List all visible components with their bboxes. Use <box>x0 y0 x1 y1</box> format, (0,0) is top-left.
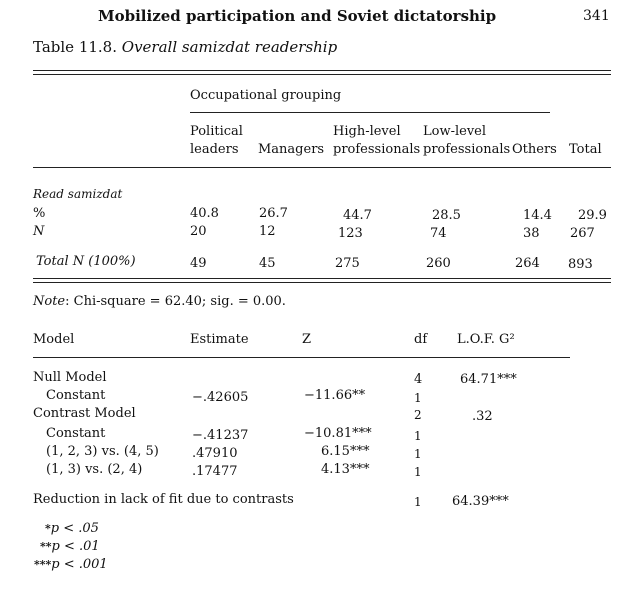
cell: 14.4 <box>523 208 552 223</box>
model-header-rule <box>33 357 570 358</box>
cell: 49 <box>190 256 207 271</box>
cell: 44.7 <box>343 208 372 223</box>
table-title: Overall samizdat readership <box>121 38 338 56</box>
cell: 12 <box>259 224 276 239</box>
page-number: 341 <box>583 8 610 24</box>
model-label: Constant <box>46 426 106 441</box>
col-header-total: Total <box>569 142 602 157</box>
df-cell: 1 <box>414 465 422 479</box>
estimate-cell: −.42605 <box>192 390 249 405</box>
group-header: Occupational grouping <box>190 88 342 103</box>
df-cell: 1 <box>414 495 422 509</box>
model-label: (1, 3) vs. (2, 4) <box>46 462 143 477</box>
footnote: **p < .01 <box>40 539 100 554</box>
footnote: *p < .05 <box>45 521 99 536</box>
model-label: Constant <box>46 388 106 403</box>
cell: 275 <box>335 256 360 271</box>
col-header-others: Others <box>512 142 557 157</box>
cell: 20 <box>190 224 207 239</box>
cell: 26.7 <box>259 206 288 221</box>
row-label-n: N <box>33 224 45 239</box>
col-header-high-level-professionals: High-level professionals <box>333 124 421 157</box>
header-lof: L.O.F. G² <box>457 332 515 347</box>
col-header-managers: Managers <box>258 142 325 157</box>
cell: 260 <box>426 256 451 271</box>
col-header-political-leaders: Political leaders <box>190 124 243 157</box>
cell: 893 <box>568 257 593 272</box>
table-note: Note: Chi-square = 62.40; sig. = 0.00. <box>33 294 286 309</box>
table-caption <box>33 38 337 56</box>
row-label-total-n: Total N (100%) <box>36 254 136 269</box>
model-label: Contrast Model <box>33 406 136 421</box>
running-title: Mobilized participation and Soviet dictatorship <box>98 7 497 25</box>
z-cell: −11.66** <box>304 388 366 403</box>
lof-cell: 64.39*** <box>452 494 509 509</box>
header-z: Z <box>302 332 312 347</box>
row-label-percent: % <box>33 206 46 221</box>
top-rule-2 <box>33 74 611 75</box>
cell: 264 <box>515 256 540 271</box>
bottom-rule-2 <box>33 282 611 283</box>
col-header-low-level-professionals: Low-level professionals <box>423 124 511 157</box>
table-label: Table 11.8. <box>33 38 117 56</box>
cell: 123 <box>338 226 363 241</box>
group-rule <box>190 112 550 113</box>
cell: 267 <box>570 226 595 241</box>
estimate-cell: .47910 <box>192 446 238 461</box>
z-cell: 6.15*** <box>321 444 370 459</box>
df-cell: 1 <box>414 391 422 405</box>
df-cell: 1 <box>414 447 422 461</box>
df-cell: 4 <box>414 372 423 387</box>
model-label: Null Model <box>33 370 107 385</box>
top-rule <box>33 70 611 71</box>
lof-cell: 64.71*** <box>460 372 517 387</box>
cell: 38 <box>523 226 540 241</box>
cell: 40.8 <box>190 206 219 221</box>
df-cell: 1 <box>414 429 422 443</box>
estimate-cell: .17477 <box>192 464 238 479</box>
section-label: Read samizdat <box>33 187 123 201</box>
estimate-cell: −.41237 <box>192 428 249 443</box>
header-rule <box>33 167 611 168</box>
header-estimate: Estimate <box>190 332 249 347</box>
z-cell: −10.81*** <box>304 426 372 441</box>
cell: 28.5 <box>432 208 461 223</box>
df-cell: 2 <box>414 408 422 422</box>
header-model: Model <box>33 332 75 347</box>
cell: 29.9 <box>578 208 607 223</box>
bottom-rule <box>33 278 611 279</box>
model-label: (1, 2, 3) vs. (4, 5) <box>46 444 159 459</box>
cell: 74 <box>430 226 447 241</box>
header-df: df <box>414 332 428 347</box>
footnote: ***p < .001 <box>34 557 108 572</box>
cell: 45 <box>259 256 276 271</box>
z-cell: 4.13*** <box>321 462 370 477</box>
lof-cell: .32 <box>472 409 493 424</box>
reduction-label: Reduction in lack of fit due to contrasts <box>33 492 294 507</box>
